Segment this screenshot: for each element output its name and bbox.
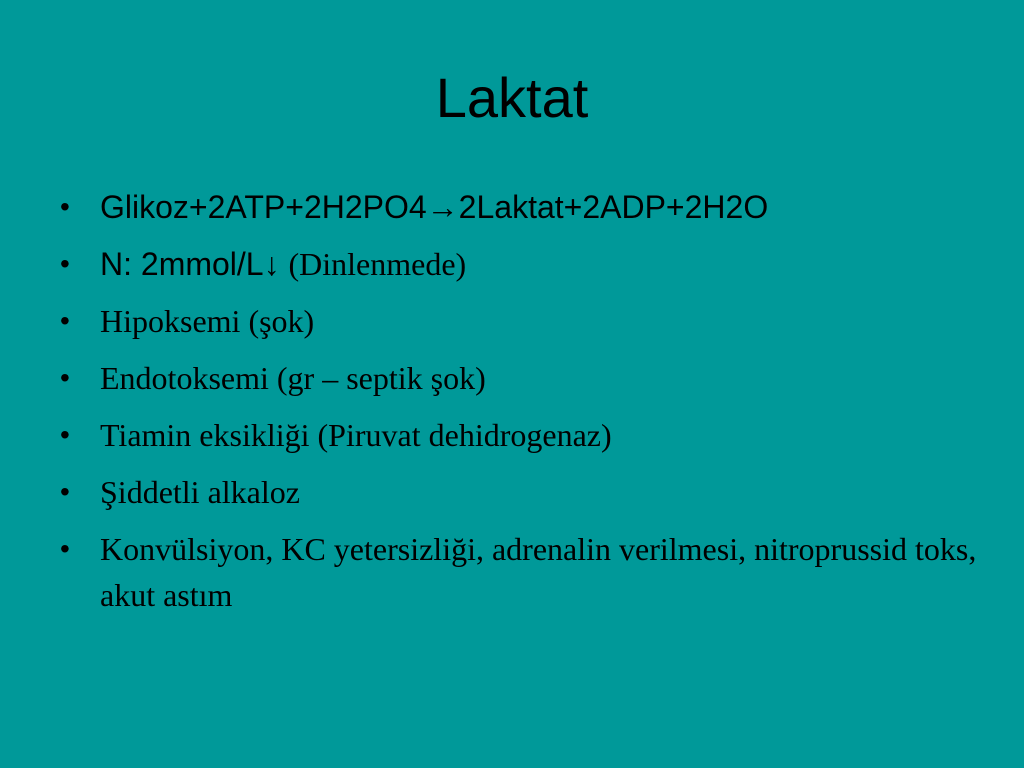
bullet-icon: • [60,305,70,336]
bullet-item-equation [60,184,980,230]
bullet-item-other-causes [60,526,980,618]
bullet-icon: • [60,248,70,279]
bullet-item-hypoxemia [60,298,980,344]
bullet-icon: • [60,476,70,507]
bullet-item-normal-value [60,241,980,287]
bullet-text: Tiamin eksikliği (Piruvat dehidrogenaz) [100,417,612,453]
bullet-text: Glikoz+2ATP+2H2PO4→2Laktat+2ADP+2H2O [100,189,769,225]
bullet-icon: • [60,419,70,450]
bullet-icon: • [60,533,70,564]
bullet-item-thiamine [60,412,980,458]
bullet-icon: • [60,362,70,393]
bullet-text: N: 2mmol/L↓ [100,246,289,282]
bullet-item-alkalosis [60,469,980,515]
bullet-text: Şiddetli alkaloz [100,474,300,510]
bullet-list [60,184,980,629]
bullet-text: Endotoksemi (gr – septik şok) [100,360,486,396]
slide-title: Laktat [435,66,589,129]
bullet-note: (Dinlenmede) [288,246,467,282]
bullet-text: Hipoksemi (şok) [100,303,315,339]
bullet-item-endotoxemia [60,355,980,401]
bullet-icon: • [60,191,70,222]
bullet-text: Konvülsiyon, KC yetersizliği, adrenalin verilmesi, nitroprussid toks, akut astım [100,531,977,613]
